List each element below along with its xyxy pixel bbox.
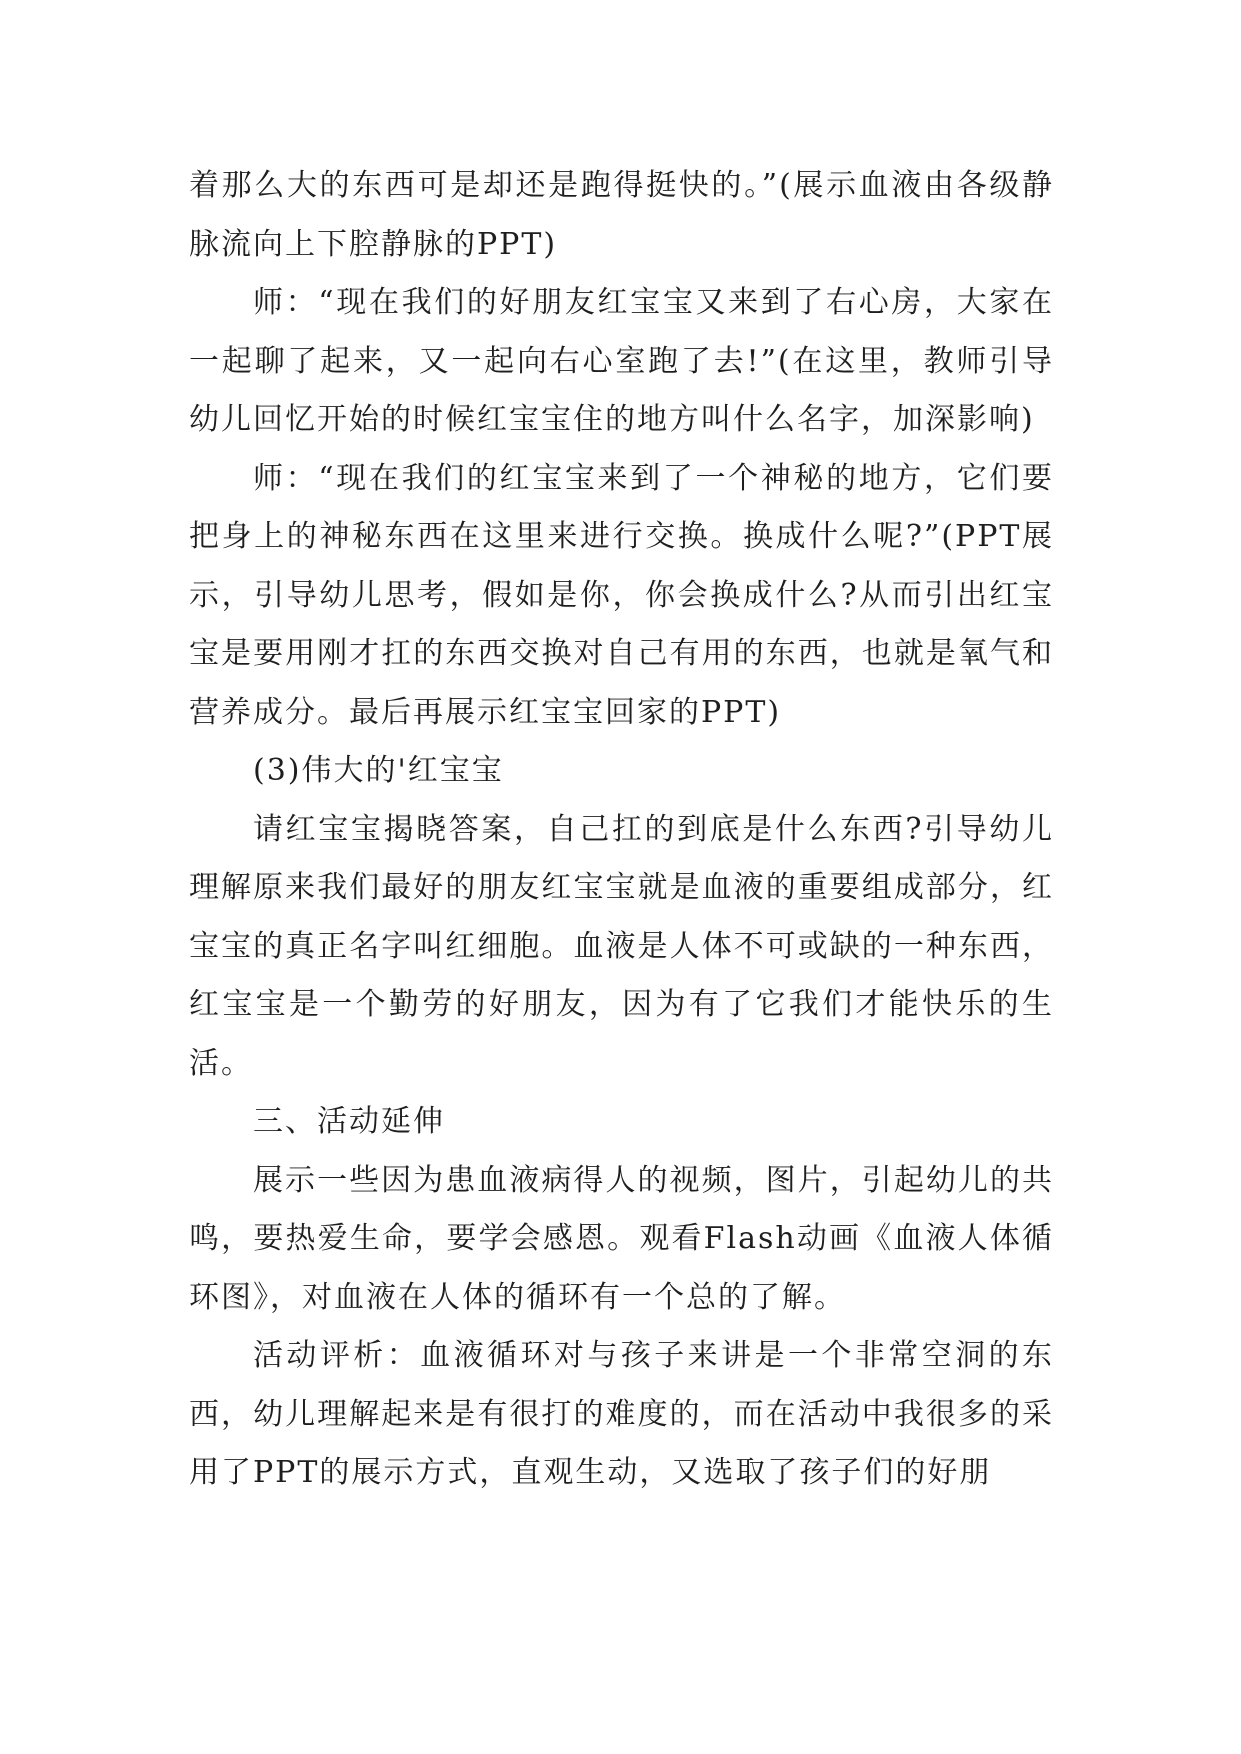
paragraph-activity-review: 活动评析：血液循环对与孩子来讲是一个非常空洞的东西，幼儿理解起来是有很打的难度的，而在活动中我很多的采用了PPT的展示方式，直观生动，又选取了孩子们的好朋: [189, 1338, 1054, 1490]
paragraph-3: 师：“现在我们的红宝宝来到了一个神秘的地方，它们要把身上的神秘东西在这里来进行交换。换成什么呢?”(PPT展示，引导幼儿思考，假如是你，你会换成什么?从而引出红宝宝是要用刚才扛的东西交换对自己有用的东西，也就是氧气和营养成分。最后再展示红宝宝回家的PPT): [189, 460, 1054, 730]
section-heading-3: (3)伟大的'红宝宝: [253, 753, 504, 788]
document-body: [189, 157, 1054, 1503]
paragraph-5: 请红宝宝揭晓答案，自己扛的到底是什么东西?引导幼儿理解原来我们最好的朋友红宝宝就是血液的重要组成部分，红宝宝的真正名字叫红细胞。血液是人体不可或缺的一种东西，红宝宝是一个勤劳的好朋友，因为有了它我们才能快乐的生活。: [189, 811, 1054, 1081]
section-heading-activity-extension: 三、活动延伸: [253, 1104, 445, 1139]
paragraph-2: 师：“现在我们的好朋友红宝宝又来到了右心房，大家在一起聊了起来，又一起向右心室跑了去!”(在这里，教师引导幼儿回忆开始的时候红宝宝住的地方叫什么名字，加深影响): [189, 285, 1054, 437]
paragraph-1: 着那么大的东西可是却还是跑得挺快的。”(展示血液由各级静脉流向上下腔静脉的PPT): [189, 168, 1054, 262]
paragraph-7: 展示一些因为患血液病得人的视频，图片，引起幼儿的共鸣，要热爱生命，要学会感恩。观看Flash动画《血液人体循环图》，对血液在人体的循环有一个总的了解。: [189, 1162, 1054, 1315]
